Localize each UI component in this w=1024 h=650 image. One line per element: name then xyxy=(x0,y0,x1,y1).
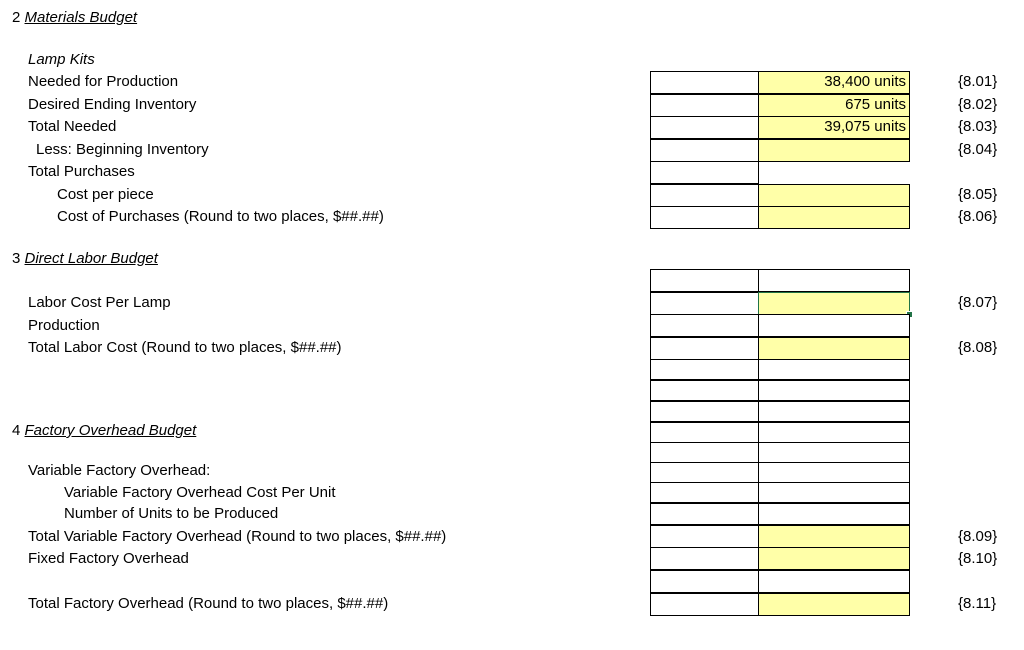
labor-row0-right-cell[interactable] xyxy=(758,269,910,292)
overhead-row3-left-cell[interactable] xyxy=(650,482,759,503)
beginning-inventory-cell[interactable] xyxy=(758,139,910,162)
section-title: Direct Labor Budget xyxy=(24,250,158,267)
spacer-row1-left-cell[interactable] xyxy=(650,359,759,380)
production-label: Production xyxy=(28,317,100,334)
variable-factory-overhead-label: Variable Factory Overhead: xyxy=(28,462,211,479)
total-factory-overhead-cell[interactable] xyxy=(758,593,910,616)
code-8-02: {8.02} xyxy=(958,96,998,113)
labor-cost-per-lamp-cell[interactable] xyxy=(758,292,910,315)
spacer-row2-left-cell[interactable] xyxy=(650,380,759,401)
units-to-be-produced-cell[interactable] xyxy=(758,503,910,525)
fixed-factory-overhead-label: Fixed Factory Overhead xyxy=(28,550,189,567)
section-labor-heading xyxy=(12,250,158,268)
total-factory-overhead-label: Total Factory Overhead (Round to two places, $##.##) xyxy=(28,595,389,612)
materials-row4-left-cell[interactable] xyxy=(650,139,759,162)
section-number: 4 xyxy=(12,422,21,439)
overhead-row0-left-cell[interactable] xyxy=(650,422,759,443)
total-labor-cost-label: Total Labor Cost (Round to two places, $##.##) xyxy=(28,339,342,356)
spacer-row1-right-cell[interactable] xyxy=(758,359,910,380)
section-materials-heading xyxy=(12,9,137,27)
code-8-04: {8.04} xyxy=(958,141,998,158)
overhead-row2-left-cell[interactable] xyxy=(650,462,759,483)
code-8-07: {8.07} xyxy=(958,294,998,311)
section-title: Materials Budget xyxy=(24,9,138,26)
overhead-row4-left-cell[interactable] xyxy=(650,503,759,525)
production-cell[interactable] xyxy=(758,314,910,337)
total-purchases-label: Total Purchases xyxy=(28,163,135,180)
overhead-row2-right-cell[interactable] xyxy=(758,462,910,483)
code-8-09: {8.09} xyxy=(958,528,998,545)
spacer-row3-right-cell[interactable] xyxy=(758,401,910,422)
code-8-01: {8.01} xyxy=(958,73,998,90)
labor-cost-per-lamp-label: Labor Cost Per Lamp xyxy=(28,294,171,311)
code-8-10: {8.10} xyxy=(958,550,998,567)
labor-row0-left-cell[interactable] xyxy=(650,269,759,292)
desired-ending-inventory-cell[interactable]: 675 units xyxy=(758,94,910,117)
code-8-06: {8.06} xyxy=(958,208,998,225)
spacer-row3-left-cell[interactable] xyxy=(650,401,759,422)
overhead-row8-left-cell[interactable] xyxy=(650,593,759,616)
variable-cost-per-unit-cell[interactable] xyxy=(758,482,910,503)
materials-row7-left-cell[interactable] xyxy=(650,206,759,229)
less-beginning-inventory-label: Less: Beginning Inventory xyxy=(36,141,209,158)
total-labor-cost-cell[interactable] xyxy=(758,337,910,360)
section-number: 2 xyxy=(12,9,21,26)
overhead-row1-right-cell[interactable] xyxy=(758,442,910,463)
cost-of-purchases-cell[interactable] xyxy=(758,206,910,229)
cost-per-piece-label: Cost per piece xyxy=(57,186,154,203)
section-number: 3 xyxy=(12,250,21,267)
code-8-08: {8.08} xyxy=(958,339,998,356)
overhead-row0-right-cell[interactable] xyxy=(758,422,910,443)
code-8-03: {8.03} xyxy=(958,118,998,135)
desired-ending-inventory-label: Desired Ending Inventory xyxy=(28,96,197,113)
section-overhead-heading xyxy=(12,422,196,440)
total-variable-overhead-label: Total Variable Factory Overhead (Round to two places, $##.##) xyxy=(28,528,447,545)
code-8-05: {8.05} xyxy=(958,186,998,203)
labor-row1-left-cell[interactable] xyxy=(650,292,759,315)
overhead-row7-left-cell[interactable] xyxy=(650,570,759,593)
spacer-row2-right-cell[interactable] xyxy=(758,380,910,401)
labor-row3-left-cell[interactable] xyxy=(650,337,759,360)
units-to-be-produced-label: Number of Units to be Produced xyxy=(64,505,279,522)
total-variable-overhead-cell[interactable] xyxy=(758,525,910,548)
overhead-row1-left-cell[interactable] xyxy=(650,442,759,463)
labor-row2-left-cell[interactable] xyxy=(650,314,759,337)
cost-of-purchases-label: Cost of Purchases (Round to two places, $##.##) xyxy=(57,208,384,225)
code-8-11: {8.11} xyxy=(958,595,997,612)
variable-cost-per-unit-label: Variable Factory Overhead Cost Per Unit xyxy=(64,484,336,501)
materials-row2-left-cell[interactable] xyxy=(650,94,759,117)
materials-row3-left-cell[interactable] xyxy=(650,116,759,139)
materials-row6-left-cell[interactable] xyxy=(650,184,759,207)
lamp-kits-label: Lamp Kits xyxy=(28,51,95,68)
overhead-row7-right-cell[interactable] xyxy=(758,570,910,593)
cost-per-piece-cell[interactable] xyxy=(758,184,910,207)
overhead-row5-left-cell[interactable] xyxy=(650,525,759,548)
needed-for-production-label: Needed for Production xyxy=(28,73,179,90)
fixed-factory-overhead-cell[interactable] xyxy=(758,547,910,570)
total-needed-label: Total Needed xyxy=(28,118,117,135)
needed-for-production-cell[interactable]: 38,400 units xyxy=(758,71,910,94)
total-needed-cell[interactable]: 39,075 units xyxy=(758,116,910,139)
overhead-row6-left-cell[interactable] xyxy=(650,547,759,570)
materials-row1-left-cell[interactable] xyxy=(650,71,759,94)
section-title: Factory Overhead Budget xyxy=(24,422,197,439)
materials-row5-left-cell[interactable] xyxy=(650,161,759,184)
